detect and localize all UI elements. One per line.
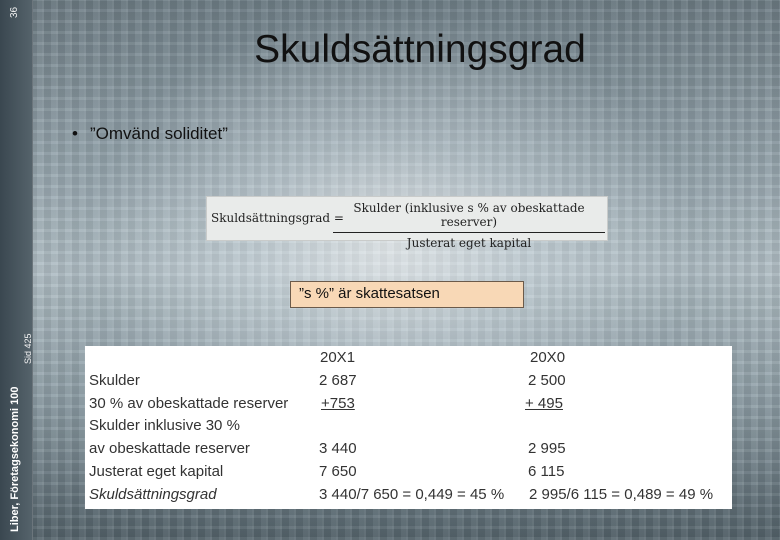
row-value-20x1: 3 440/7 650 = 0,449 = 45 % (319, 486, 505, 503)
row-value-20x0: + 495 (525, 395, 563, 412)
row-value-20x1: 7 650 (319, 463, 357, 480)
formula-numerator: Skulder (inklusive s % av obeskattade reserver) (333, 201, 605, 233)
formula-fraction (333, 201, 605, 250)
slide-title: Skuldsättningsgrad (254, 28, 586, 71)
row-label: av obeskattade reserver (89, 440, 250, 457)
row-value-20x1: 2 687 (319, 372, 357, 389)
bullet-point (72, 124, 228, 144)
row-label: Skulder inklusive 30 % (89, 417, 240, 434)
formula-box (206, 196, 608, 250)
bullet-text: ”Omvänd soliditet” (89, 124, 228, 143)
row-label: Skulder (89, 372, 140, 389)
row-value-20x1: +753 (321, 395, 355, 412)
page-reference: Sid 425 (23, 333, 33, 364)
calculation-table (85, 346, 732, 509)
row-value-20x1: 3 440 (319, 440, 357, 457)
formula-denominator: Justerat eget kapital (406, 236, 532, 250)
note-box: ”s %” är skattesatsen (290, 281, 524, 308)
column-header-20x0: 20X0 (530, 349, 566, 366)
slide-number: 36 (9, 6, 20, 18)
formula-lhs: Skuldsättningsgrad = (211, 211, 344, 225)
row-value-20x0: 2 995/6 115 = 0,489 = 49 % (529, 486, 714, 503)
row-value-20x0: 6 115 (528, 463, 565, 480)
row-label: 30 % av obeskattade reserver (89, 395, 289, 412)
row-value-20x0: 2 500 (528, 372, 566, 389)
bullet-icon: • (72, 124, 78, 143)
publisher-label: Liber, Företagsekonomi 100 (9, 386, 21, 532)
row-label: Justerat eget kapital (89, 463, 224, 480)
row-value-20x0: 2 995 (528, 440, 566, 457)
row-label: Skuldsättningsgrad (89, 486, 217, 503)
column-header-20x1: 20X1 (320, 349, 356, 366)
